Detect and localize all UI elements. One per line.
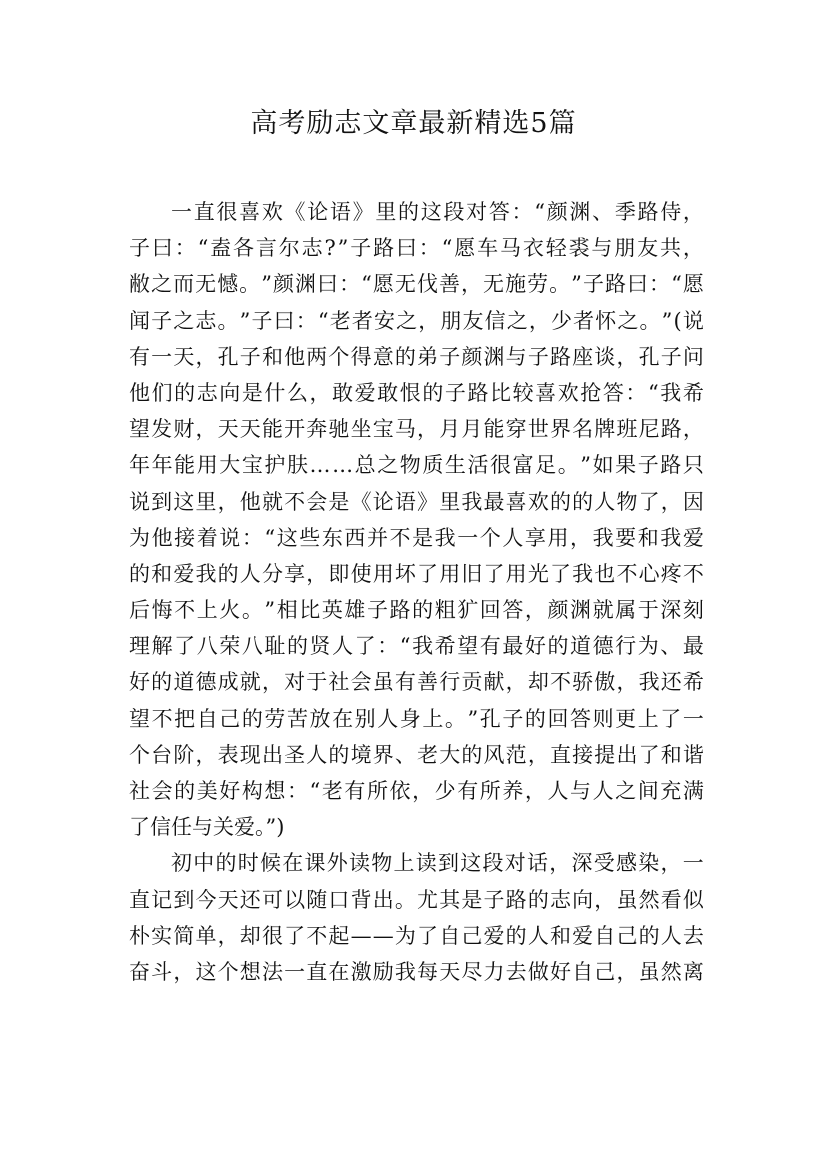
paragraph-line: 说 到 这 里 ， 他 就 不 会 是 《 论 语 》 里 我 最 喜 欢 的 的 人 物 了 ， 因 [129,489,704,514]
paragraph-line: 他 们 的 志 向 是 什 么 ， 敢 爱 敢 恨 的 子 路 比 较 喜 欢 抢 答 ： “ 我 希 [129,380,704,405]
paragraph-line: 初 中 的 时 候 在 课 外 读 物 上 读 到 这 段 对 话 ， 深 受 感 染 ， 一 [171,851,704,876]
paragraph-line: 个 台 阶 ， 表 现 出 圣 人 的 境 界 、 老 大 的 风 范 ， 直 接 提 出 了 和 谐 [129,742,704,767]
paragraph-line: 社 会 的 美 好 构 想 ： “ 老 有 所 依 ， 少 有 所 养 ， 人 与 人 之 间 充 满 [129,779,704,803]
paragraph-line: 了信任与关爱。”) [129,815,285,840]
paragraph [129,194,704,845]
paragraph-line: 子 曰 ： “ 盍 各 言 尔 志 ? ” 子 路 曰 ： “ 愿 车 马 衣 轻 裘 与 朋 友 共 ， [129,236,704,261]
paragraph-line: 望 发 财 ， 天 天 能 开 奔 驰 坐 宝 马 ， 月 月 能 穿 世 界 名 牌 班 尼 路 ， [129,417,704,442]
paragraph-line: 有 一 天 ， 孔 子 和 他 两 个 得 意 的 弟 子 颜 渊 与 子 路 座 谈 ， 孔 子 问 [129,344,704,369]
paragraph-line: 奋 斗 ， 这 个 想 法 一 直 在 激 励 我 每 天 尽 力 去 做 好 自 己 ， 虽 然 离 [129,959,704,984]
document-body [129,194,704,990]
paragraph-line: 朴 实 简 单 ， 却 很 了 不 起 — — 为 了 自 己 爱 的 人 和 爱 自 己 的 人 去 [129,923,704,948]
paragraph-line: 闻 子 之 志 。 ” 子 曰 ： “ 老 者 安 之 ， 朋 友 信 之 ， 少 者 怀 之 。 ” ( 说 [129,308,704,333]
paragraph-line: 年 年 能 用 大 宝 护 肤 … … 总 之 物 质 生 活 很 富 足 。 ” 如 果 子 路 只 [129,453,704,478]
paragraph-line: 为 他 接 着 说 ： “ 这 些 东 西 并 不 是 我 一 个 人 享 用 ， 我 要 和 我 爱 [129,525,704,550]
paragraph-line: 一 直 很 喜 欢 《 论 语 》 里 的 这 段 对 答 ： “ 颜 渊 、 季 路 侍 ， [171,200,704,224]
paragraph-line: 望 不 把 自 己 的 劳 苦 放 在 别 人 身 上 。 ” 孔 子 的 回 答 则 更 上 了 一 [129,706,704,731]
paragraph-line: 直 记 到 今 天 还 可 以 随 口 背 出 。 尤 其 是 子 路 的 志 向 ， 虽 然 看 似 [129,887,704,912]
paragraph [129,845,704,990]
paragraph-line: 敝 之 而 无 憾 。 ” 颜 渊 曰 ： “ 愿 无 伐 善 ， 无 施 劳 。 ” 子 路 曰 ： “ 愿 [129,272,704,297]
paragraph-line: 的 和 爱 我 的 人 分 享 ， 即 使 用 坏 了 用 旧 了 用 光 了 我 也 不 心 疼 不 [129,561,704,586]
paragraph-line: 后 悔 不 上 火 。 ” 相 比 英 雄 子 路 的 粗 犷 回 答 ， 颜 渊 就 属 于 深 刻 [129,598,704,623]
paragraph-line: 好 的 道 德 成 就 ， 对 于 社 会 虽 有 善 行 贡 献 ， 却 不 骄 傲 ， 我 还 希 [129,670,704,695]
paragraph-line: 理 解 了 八 荣 八 耻 的 贤 人 了 ： “ 我 希 望 有 最 好 的 道 德 行 为 、 最 [129,634,704,659]
document-title: 高考励志文章最新精选5篇 [250,108,577,139]
